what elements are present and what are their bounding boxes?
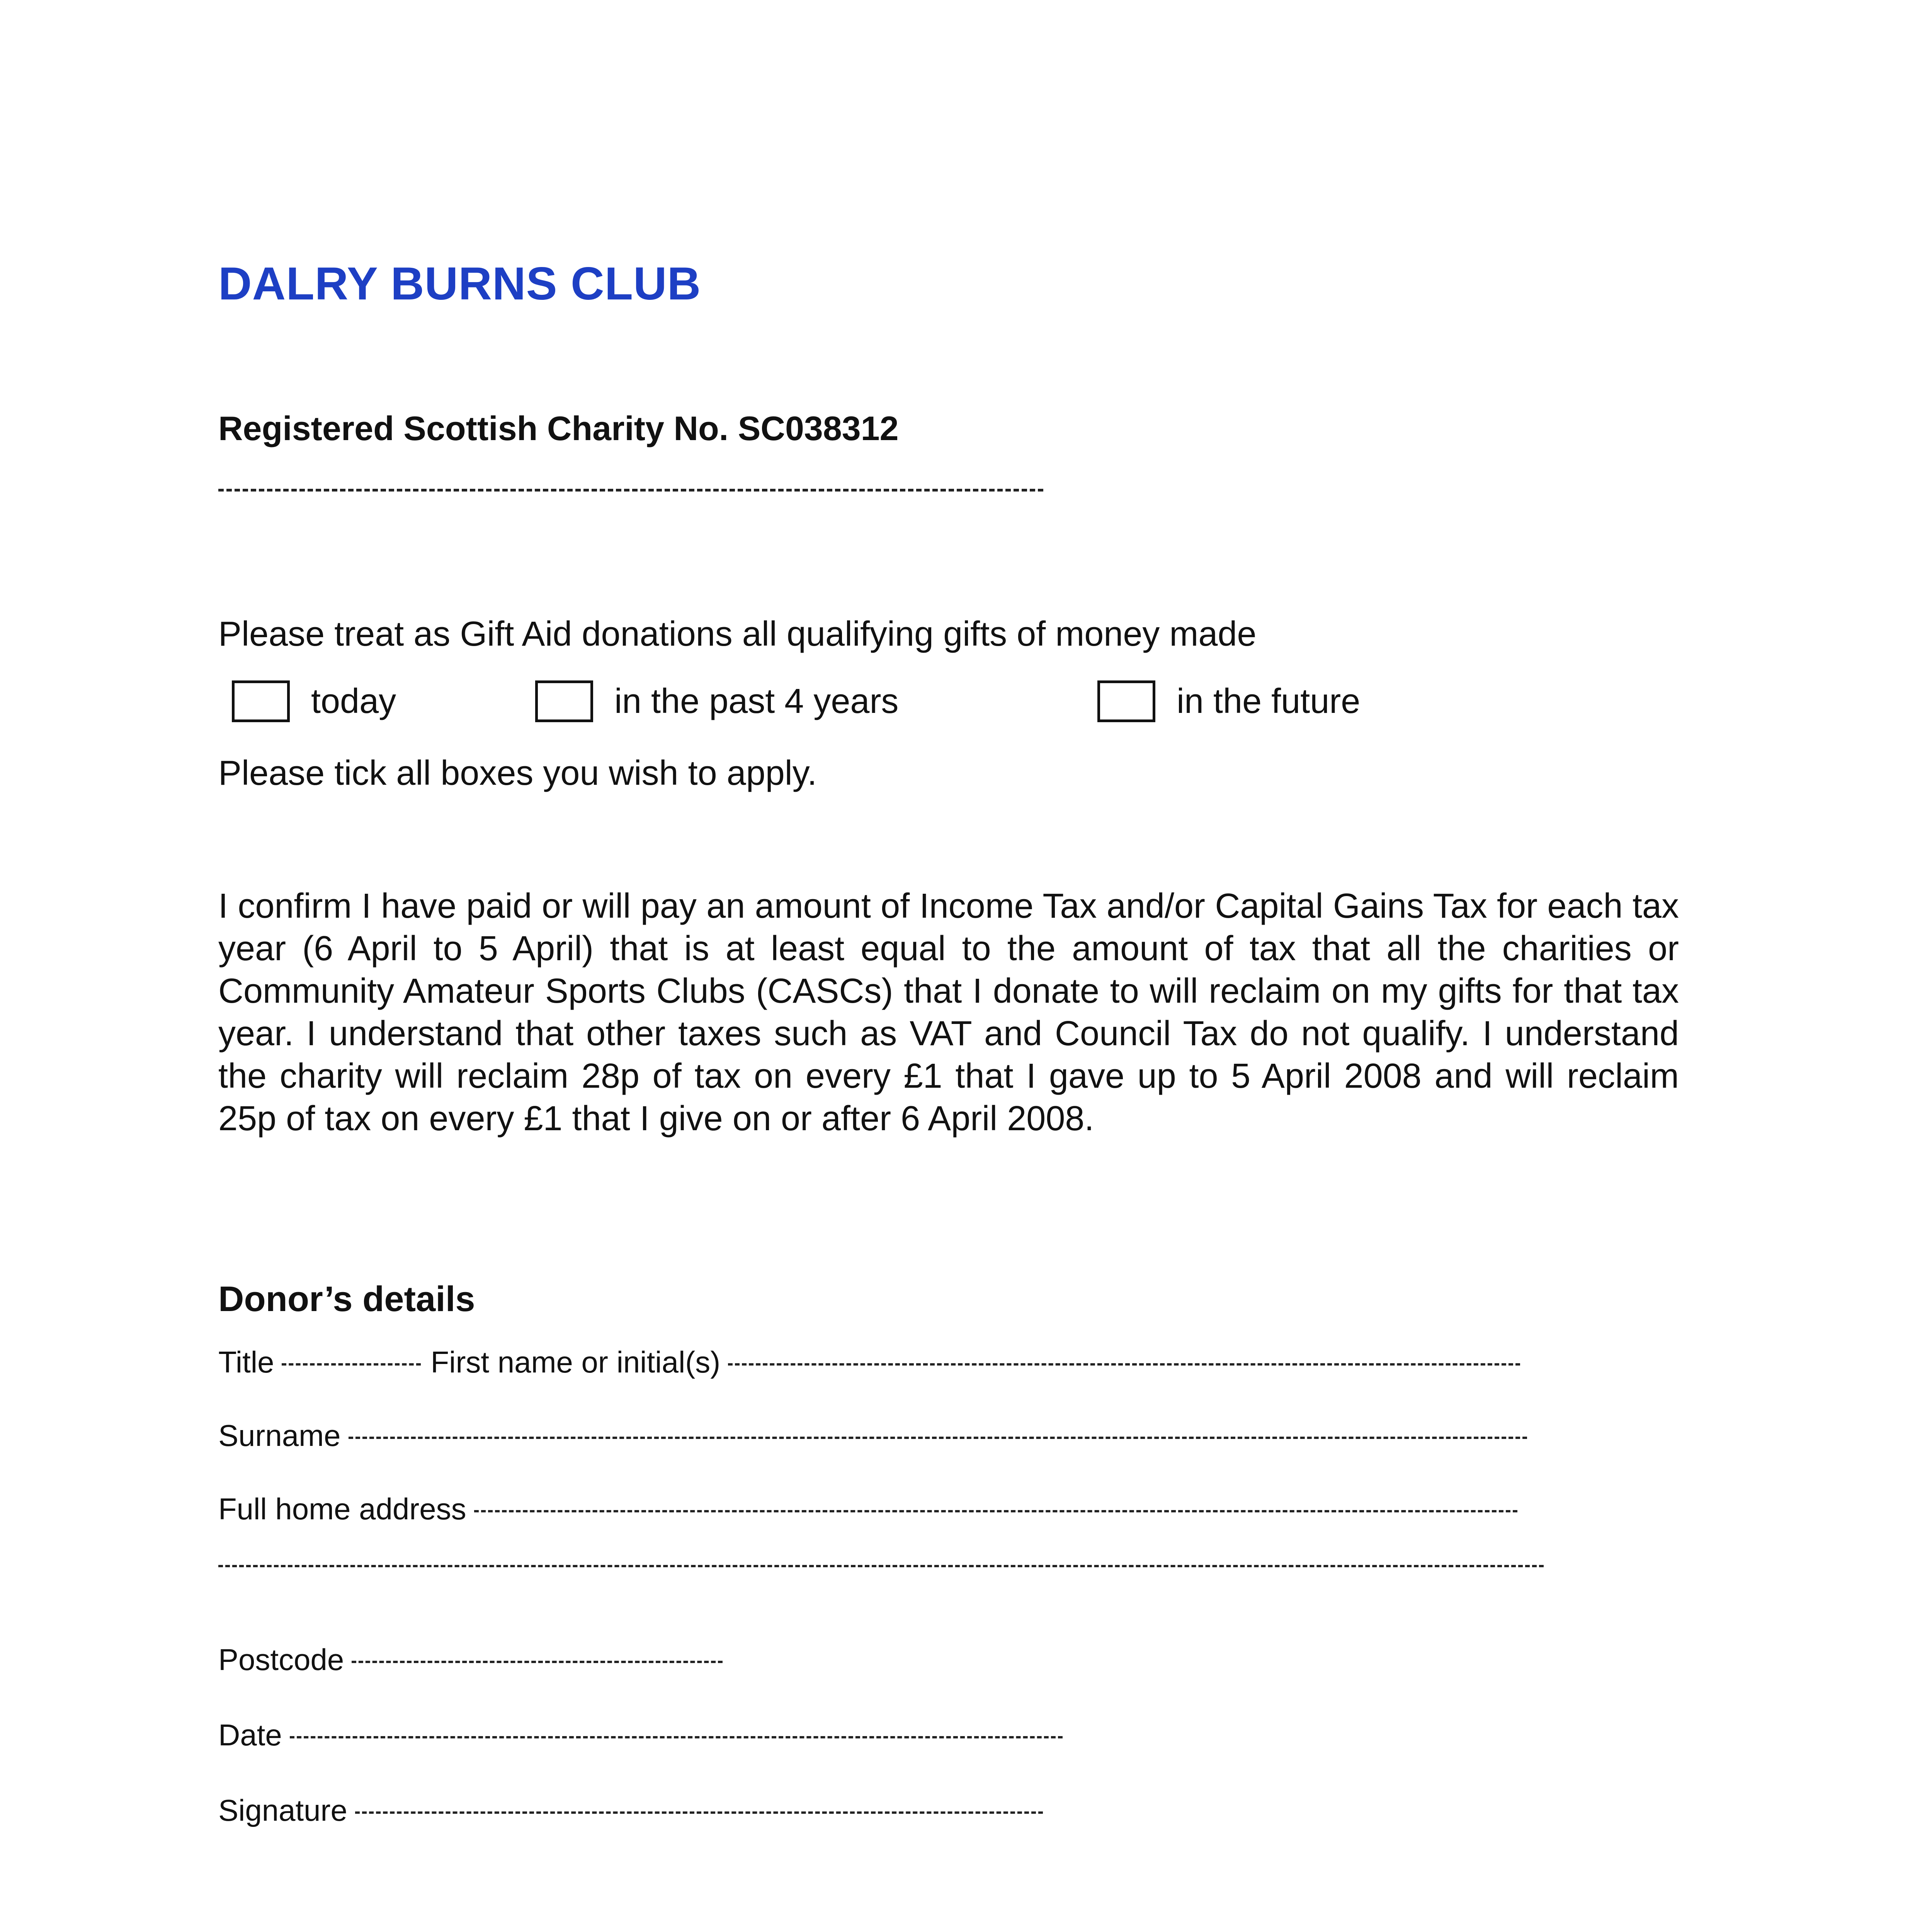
address-row-2	[218, 1565, 1544, 1567]
first-name-label: First name or initial(s)	[430, 1345, 721, 1379]
option-future[interactable]	[1097, 678, 1360, 724]
option-future-label: in the future	[1177, 682, 1361, 721]
option-today-label: today	[311, 682, 396, 721]
signature-row	[218, 1793, 1043, 1828]
option-today[interactable]	[232, 678, 396, 724]
club-name: DALRY BURNS CLUB	[218, 258, 701, 310]
address-field-line-2[interactable]	[218, 1565, 1544, 1567]
title-name-row	[218, 1345, 1520, 1380]
date-row	[218, 1718, 1063, 1753]
gift-aid-options	[232, 678, 1623, 724]
checkbox-past-4-years[interactable]	[535, 680, 593, 722]
signature-field[interactable]	[355, 1811, 1043, 1814]
title-field[interactable]	[282, 1363, 421, 1366]
separator-line	[218, 489, 1043, 492]
option-past-4-years[interactable]	[535, 678, 898, 724]
date-label: Date	[218, 1718, 282, 1752]
charity-number: Registered Scottish Charity No. SC038312	[218, 409, 899, 447]
tax-declaration: I confirm I have paid or will pay an amount of Income Tax and/or Capital Gains Tax for each tax year (6 April to 5 April) that is at least equal to the amount of tax that all the charities or Community Amateur Sports Clubs (CASCs) that I donate to will reclaim on my gifts for that tax year. I understand that other taxes such as VAT and Council Tax do not qualify. I understand the charity will reclaim 28p of tax on every £1 that I gave up to 5 April 2008 and will reclaim 25p of tax on every £1 that I give on or after 6 April 2008.	[218, 887, 1679, 1138]
address-field-line-1[interactable]	[474, 1510, 1517, 1512]
surname-field[interactable]	[349, 1437, 1527, 1439]
signature-label: Signature	[218, 1793, 347, 1827]
date-field[interactable]	[290, 1736, 1063, 1738]
donor-details-heading: Donor’s details	[218, 1279, 475, 1319]
tick-hint: Please tick all boxes you wish to apply.	[218, 754, 817, 793]
first-name-field[interactable]	[728, 1363, 1520, 1366]
postcode-label: Postcode	[218, 1643, 344, 1677]
checkbox-future[interactable]	[1097, 680, 1155, 722]
address-row	[218, 1492, 1517, 1527]
title-label: Title	[218, 1345, 274, 1379]
postcode-field[interactable]	[352, 1661, 723, 1663]
checkbox-today[interactable]	[232, 680, 290, 722]
gift-aid-intro: Please treat as Gift Aid donations all qualifying gifts of money made	[218, 615, 1257, 653]
surname-label: Surname	[218, 1418, 341, 1452]
address-label: Full home address	[218, 1492, 466, 1526]
option-past-4-years-label: in the past 4 years	[614, 682, 899, 721]
surname-row	[218, 1418, 1527, 1453]
postcode-row	[218, 1642, 723, 1677]
